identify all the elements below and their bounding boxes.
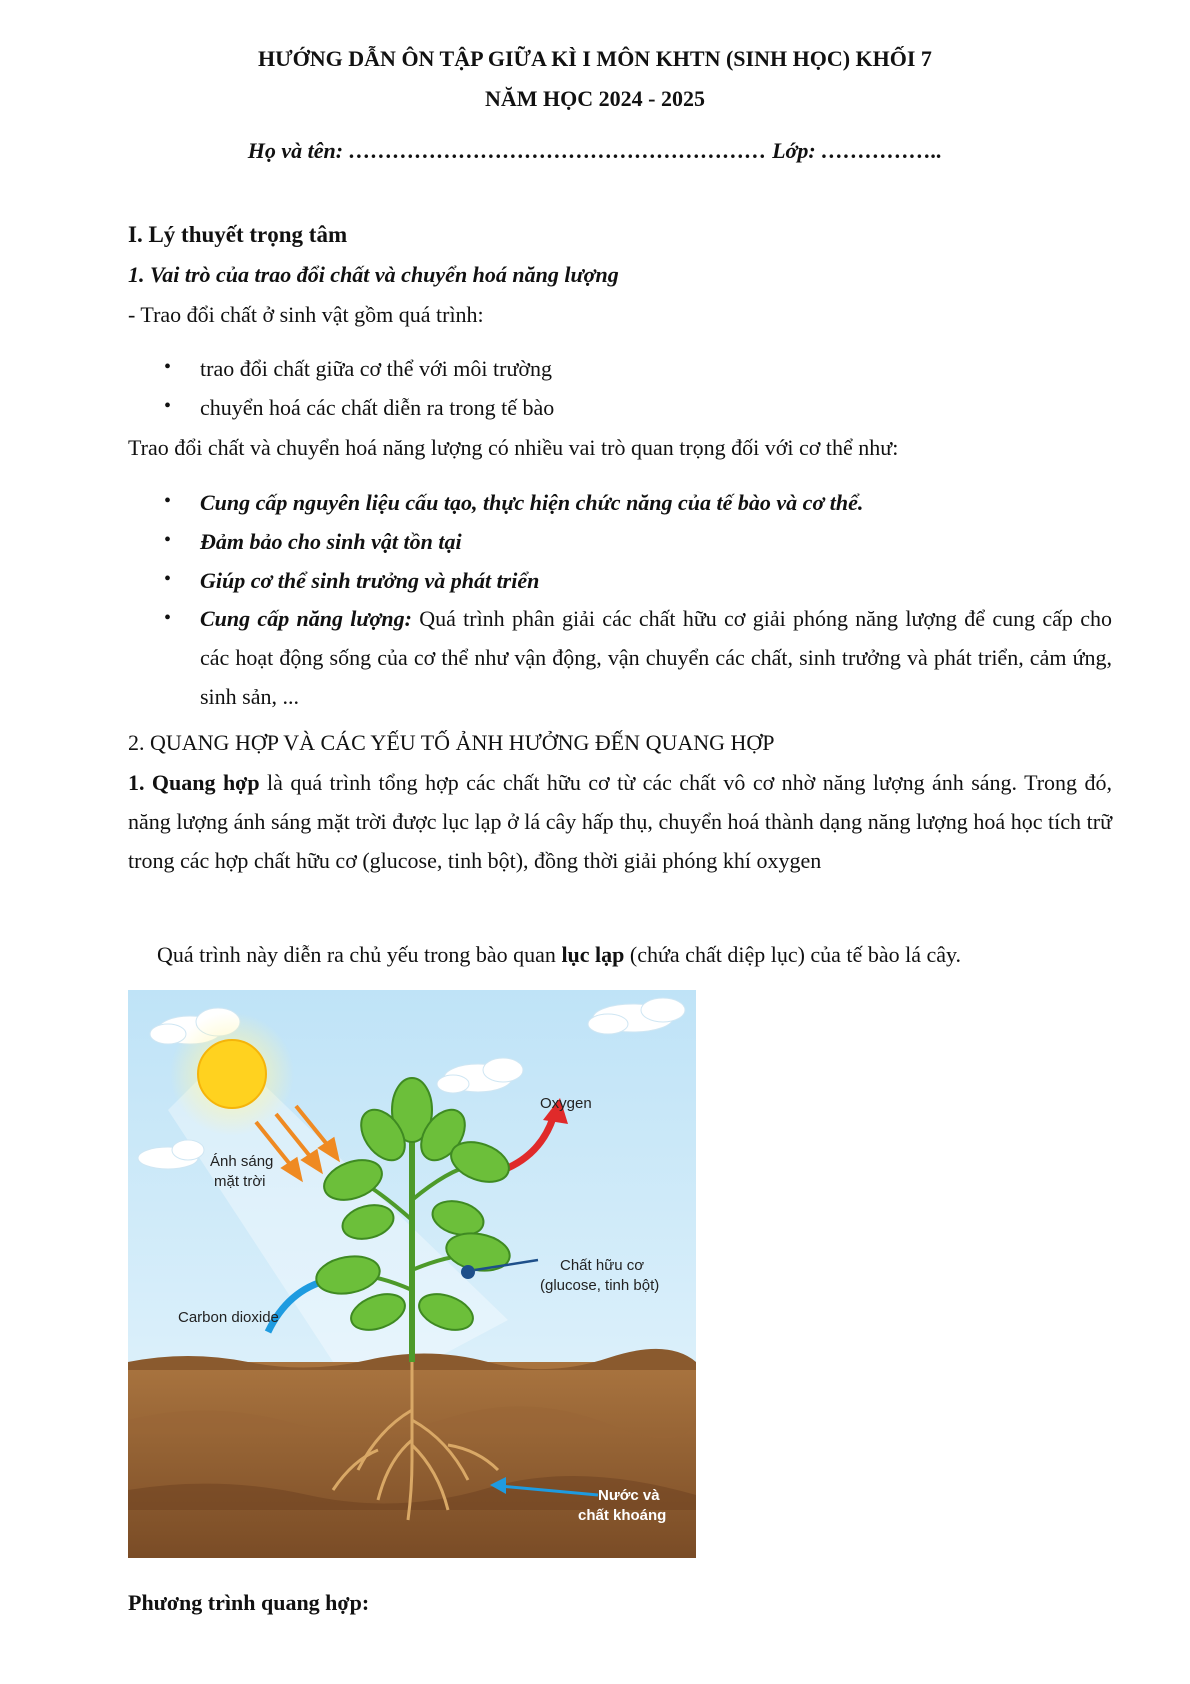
energy-label: Cung cấp năng lượng: [200, 606, 412, 631]
doc-title-line2: NĂM HỌC 2024 - 2025 [485, 86, 705, 111]
label-organic-1: Chất hữu cơ [560, 1257, 645, 1274]
equation-heading: Phương trình quang hợp: [128, 1590, 370, 1615]
definition-text: là quá trình tổng hợp các chất hữu cơ từ các chất vô cơ nhờ năng lượng ánh sáng. Trong đó, năng lượng ánh sáng mặt trời được lục lạp ở lá cây hấp thụ, chuyển hoá thành dạng năng lượng hoá học tích trữ trong các hợp chất hữu cơ (glucose, tinh bột), đồng thời giải phóng khí oxygen [128, 770, 1112, 873]
bullet-dot: • [164, 529, 172, 551]
bullet-dot: • [164, 607, 172, 629]
label-water-1: Nước và [598, 1487, 660, 1504]
bullet-dot: • [164, 395, 172, 417]
role-item: Cung cấp nguyên liệu cấu tạo, thực hiện chức năng của tế bào và cơ thể. [200, 490, 864, 515]
section2-heading: 2. QUANG HỢP VÀ CÁC YẾU TỐ ẢNH HƯỞNG ĐẾN QUANG HỢP [128, 730, 775, 755]
role-item-energy [200, 599, 1112, 716]
label-sunlight-1: Ánh sáng [210, 1153, 274, 1170]
section1-heading: I. Lý thuyết trọng tâm [128, 222, 348, 247]
process-item: chuyển hoá các chất diễn ra trong tế bào [200, 395, 555, 420]
energy-text: Quá trình phân giải các chất hữu cơ giải phóng năng lượng để cung cấp cho các hoạt động sống của cơ thể như vận động, vận chuyển các chất, sinh trưởng và phát triển, cảm ứng, sinh sản, ... [200, 606, 1112, 709]
bullet-dot: • [164, 568, 172, 590]
definition-label: 1. Quang hợp [128, 770, 260, 795]
sun-icon [170, 1012, 294, 1136]
label-sunlight-2: mặt trời [214, 1173, 266, 1190]
role-item: Giúp cơ thể sinh trưởng và phát triển [200, 568, 540, 593]
process-item: trao đổi chất giữa cơ thể với môi trường [200, 356, 552, 381]
bullet-dot: • [164, 490, 172, 512]
location-pre: Quá trình này diễn ra chủ yếu trong bào quan [157, 942, 562, 967]
roles-intro: Trao đổi chất và chuyển hoá năng lượng có nhiều vai trò quan trọng đối với cơ thể như: [128, 435, 899, 460]
label-co2: Carbon dioxide [178, 1309, 279, 1326]
photosynthesis-definition [128, 763, 1112, 880]
bullet-dot: • [164, 356, 172, 378]
subsection1-heading: 1. Vai trò của trao đổi chất và chuyển hoá năng lượng [128, 262, 619, 287]
doc-title-line1: HƯỚNG DẪN ÔN TẬP GIỮA KÌ I MÔN KHTN (SINH HỌC) KHỐI 7 [258, 46, 932, 71]
student-info-line: Họ và tên: ………………………………………………… Lớp: …………….. [247, 138, 943, 163]
role-item: Đảm bảo cho sinh vật tồn tại [200, 529, 462, 554]
location-post: (chứa chất diệp lục) của tế bào lá cây. [624, 942, 962, 967]
location-bold: lục lạp [561, 942, 625, 967]
label-organic-2: (glucose, tinh bột) [540, 1277, 660, 1294]
organic-matter-dot [461, 1265, 475, 1279]
label-water-2: chất khoáng [578, 1507, 667, 1524]
chloroplast-sentence [157, 942, 961, 968]
process-intro: - Trao đổi chất ở sinh vật gồm quá trình: [128, 302, 484, 327]
photosynthesis-illustration [128, 990, 696, 1558]
label-oxygen: Oxygen [540, 1095, 592, 1112]
